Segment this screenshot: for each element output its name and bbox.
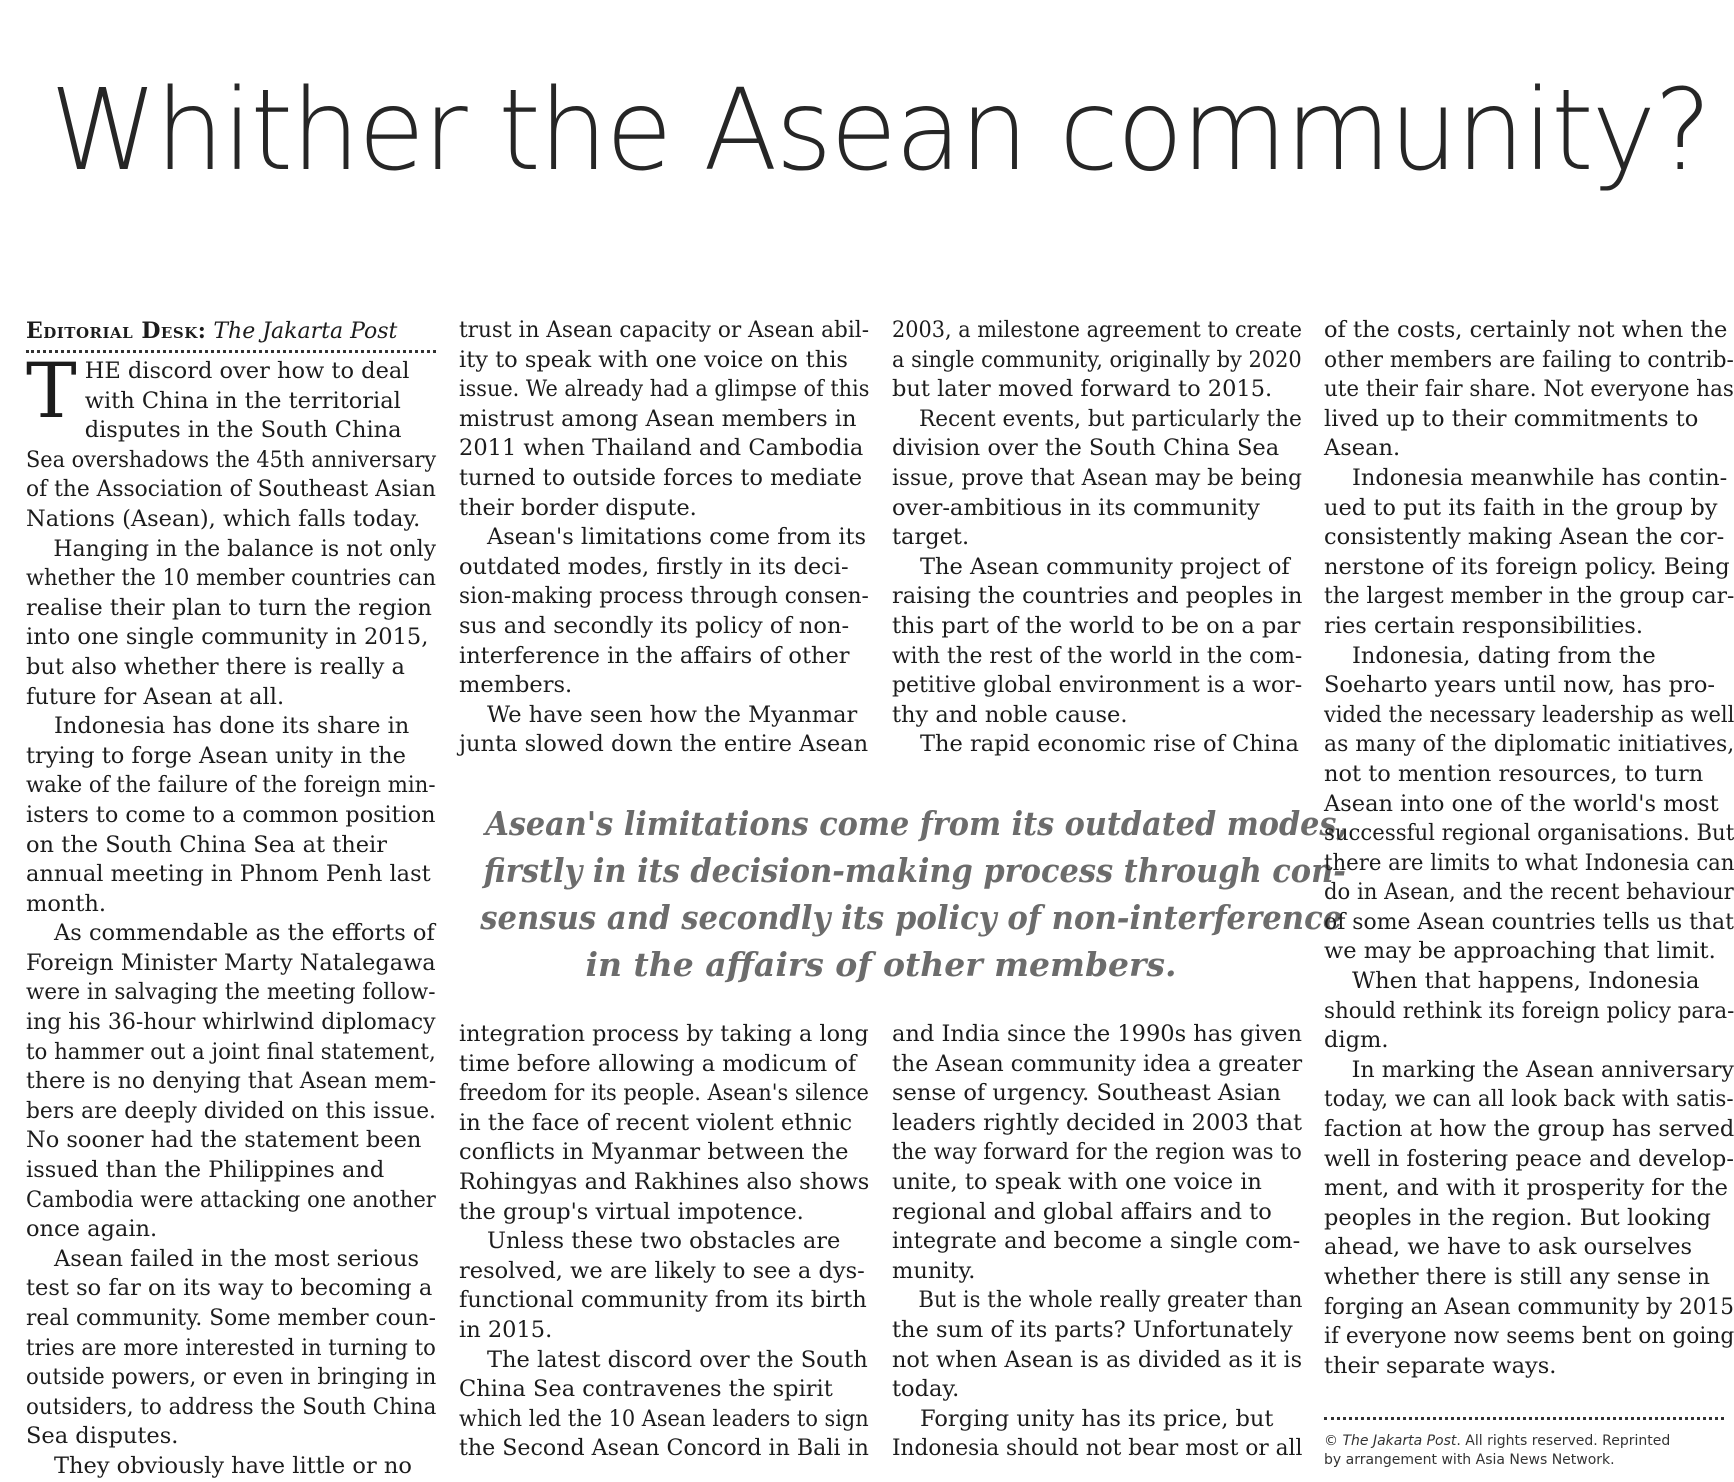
drop-cap: T (26, 346, 77, 435)
copyright-line-1 (1324, 1432, 1734, 1451)
text-line: munity. (892, 1257, 976, 1284)
text-line: ahead, we have to ask ourselves (1324, 1234, 1693, 1261)
text-line: time before allowing a modicum of (459, 1050, 857, 1077)
text-line: The latest discord over the South (487, 1346, 868, 1373)
copyright-publication: The Jakarta Post (1342, 1433, 1457, 1449)
text-line: outsiders, to address the South China (26, 1393, 437, 1420)
text-line: once again. (26, 1216, 158, 1243)
text-line: Rohingyas and Rakhines also shows (459, 1168, 870, 1195)
text-line: do in Asean, and the recent behaviour (1324, 879, 1734, 906)
article-column-2-bottom (459, 1020, 869, 1464)
copyright-rest: . All rights reserved. Reprinted (1456, 1433, 1671, 1449)
text-line: Indonesia meanwhile has contin- (1352, 464, 1728, 491)
text-line: disputes in the South China (84, 417, 402, 444)
pull-quote-line: Asean's limitations come from its outdated modes, (485, 804, 1348, 843)
text-line: isters to come to a common position (26, 801, 436, 828)
text-line: there are limits to what Indonesia can (1324, 849, 1734, 876)
text-line: HE discord over how to deal (84, 358, 410, 384)
text-line: not when Asean is as divided as it is (892, 1346, 1303, 1373)
text-line: real community. Some member coun- (26, 1305, 437, 1331)
text-line: with China in the territorial (84, 387, 401, 414)
text-line: 2003, a milestone agreement to create (892, 317, 1302, 343)
text-line: of some Asean countries tells us that (1324, 908, 1734, 935)
text-line: sion-making process through consen- (459, 583, 869, 610)
copyright-line-2: by arrangement with Asia News Network. (1324, 1452, 1615, 1468)
text-line: of the costs, certainly not when the (1324, 317, 1728, 343)
text-line: successful regional organisations. But (1324, 820, 1734, 847)
text-line: wake of the failure of the foreign min- (26, 772, 436, 799)
text-line: China Sea contravenes the spirit (459, 1376, 833, 1403)
text-line: ment, and with it prosperity for the (1324, 1175, 1728, 1202)
article-column-3-top (892, 316, 1302, 760)
text-line: division over the South China Sea (892, 435, 1280, 462)
text-line: future for Asean at all. (26, 683, 285, 710)
text-line: functional community from its birth (459, 1287, 867, 1314)
text-line: But is the whole really greater than (918, 1287, 1303, 1314)
text-line: bers are deeply divided on this issue. (26, 1097, 436, 1124)
text-line: Forging unity has its price, but (920, 1405, 1274, 1432)
text-line: a single community, originally by 2020 (892, 346, 1302, 373)
text-line: Nations (Asean), which falls today. (26, 505, 421, 532)
headline: Whither the Asean community? (50, 66, 1710, 196)
text-line: conflicts in Myanmar between the (459, 1139, 849, 1166)
text-line: ued to put its faith in the group by (1324, 494, 1718, 521)
text-line: test so far on its way to becoming a (26, 1275, 433, 1302)
text-line: the group's virtual impotence. (459, 1198, 804, 1225)
byline (26, 316, 436, 353)
text-line: which led the 10 Asean leaders to sign (459, 1405, 869, 1432)
text-line: sus and secondly its policy of non- (459, 612, 850, 639)
text-line: today, we can all look back with satis- (1324, 1086, 1734, 1113)
text-line: Asean's limitations come from its (487, 524, 867, 551)
text-line: there is no denying that Asean mem- (26, 1068, 437, 1095)
text-line: Hanging in the balance is not only (53, 535, 437, 562)
text-line: realise their plan to turn the region (26, 594, 432, 621)
text-line: faction at how the group has served (1324, 1116, 1734, 1143)
text-line: to hammer out a joint final statement, (26, 1038, 436, 1065)
text-line: annual meeting in Phnom Penh last (26, 861, 431, 888)
text-line: issue. We already had a glimpse of this (459, 376, 870, 403)
text-line: outdated modes, firstly in its deci- (459, 553, 849, 580)
text-line: if everyone now seems bent on going (1324, 1323, 1734, 1350)
text-line: When that happens, Indonesia (1352, 968, 1700, 995)
text-line: over-ambitious in its community (892, 494, 1260, 521)
text-line: Indonesia, dating from the (1352, 642, 1656, 669)
article-column-4 (1324, 316, 1734, 1381)
text-line: resolved, we are likely to see a dys- (459, 1257, 865, 1284)
pull-quote-line: firstly in its decision-making process through con- (483, 851, 1346, 890)
text-line: No sooner had the statement been (26, 1127, 422, 1154)
text-line: we may be approaching that limit. (1324, 938, 1716, 965)
text-line: As commendable as the efforts of (54, 920, 435, 947)
text-line: the sum of its parts? Unfortunately (892, 1316, 1293, 1343)
copyright-notice (1324, 1432, 1734, 1470)
text-line: trying to forge Asean unity in the (26, 742, 406, 769)
text-line: peoples in the region. But looking (1324, 1204, 1711, 1231)
text-line: ries certain responsibilities. (1324, 612, 1643, 639)
text-line: on the South China Sea at their (26, 831, 387, 858)
end-divider (1324, 1417, 1724, 1420)
text-line: Indonesia has done its share in (54, 713, 410, 740)
text-line: ing his 36-hour whirlwind diplomacy (26, 1009, 436, 1036)
text-line: other members are failing to contrib- (1324, 346, 1734, 373)
text-line: target. (892, 524, 970, 551)
text-line: members. (459, 672, 573, 699)
article-column-2-top (459, 316, 869, 760)
text-line: integration process by taking a long (459, 1021, 869, 1047)
text-line: but later moved forward to 2015. (892, 376, 1273, 403)
text-line: with the rest of the world in the com- (892, 642, 1303, 669)
text-line: regional and global affairs and to (892, 1198, 1272, 1225)
text-line: freedom for its people. Asean's silence (459, 1080, 869, 1107)
text-line: sense of urgency. Southeast Asian (892, 1080, 1281, 1107)
text-line: their border dispute. (459, 494, 697, 521)
text-line: this part of the world to be on a par (892, 612, 1301, 639)
text-line: petitive global environment is a wor- (892, 672, 1303, 699)
text-line: Asean failed in the most serious (54, 1245, 420, 1272)
text-line: Foreign Minister Marty Natalegawa (26, 949, 436, 976)
text-line: in the face of recent violent ethnic (459, 1109, 853, 1136)
byline-publication: The Jakarta Post (213, 319, 398, 344)
pull-quote-line: in the affairs of other members. (585, 945, 1177, 984)
text-line: and India since the 1990s has given (892, 1021, 1302, 1047)
text-line: the largest member in the group car- (1324, 583, 1734, 610)
text-line: lived up to their commitments to (1324, 405, 1699, 432)
text-line: Asean. (1324, 435, 1401, 462)
text-line: unite, to speak with one voice in (892, 1168, 1262, 1195)
text-line: in 2015. (459, 1316, 553, 1343)
copyright-prefix: © (1324, 1433, 1343, 1449)
text-line: well in fostering peace and develop- (1324, 1145, 1734, 1172)
byline-label: Editorial Desk: (26, 318, 207, 344)
text-line: the Asean community idea a greater (892, 1050, 1303, 1077)
text-line: Sea disputes. (26, 1423, 179, 1450)
text-line: month. (26, 890, 107, 917)
text-line: digm. (1324, 1027, 1389, 1054)
text-line: of the Association of Southeast Asian (26, 476, 436, 503)
text-line: leaders rightly decided in 2003 that (892, 1109, 1303, 1136)
text-line: ity to speak with one voice on this (459, 346, 848, 373)
text-line: not to mention resources, to turn (1324, 760, 1704, 787)
text-line: In marking the Asean anniversary (1351, 1056, 1734, 1083)
text-line: vided the necessary leadership as well (1324, 701, 1734, 728)
text-line: today. (892, 1376, 960, 1403)
text-line: interference in the affairs of other (459, 642, 850, 669)
text-line: nerstone of its foreign policy. Being (1324, 553, 1730, 580)
text-line: consistently making Asean the cor- (1324, 524, 1725, 551)
text-line: Sea overshadows the 45th anniversary (26, 446, 437, 473)
text-line: raising the countries and peoples in (892, 583, 1303, 610)
text-line: their separate ways. (1324, 1352, 1557, 1379)
pull-quote-line: sensus and secondly its policy of non-interference (480, 898, 1343, 937)
text-line: into one single community in 2015, (26, 624, 429, 651)
text-line: Recent events, but particularly the (918, 405, 1302, 432)
text-line: mistrust among Asean members in (459, 405, 857, 432)
text-line: issue, prove that Asean may be being (892, 464, 1302, 491)
article-column-1 (26, 316, 436, 1482)
text-line: We have seen how the Myanmar (487, 701, 858, 728)
text-line: junta slowed down the entire Asean (459, 731, 869, 758)
pull-quote (450, 800, 1348, 988)
text-line: issued than the Philippines and (26, 1157, 385, 1184)
text-line: 2011 when Thailand and Cambodia (459, 435, 864, 462)
text-line: Cambodia were attacking one another (26, 1186, 436, 1213)
text-line: the Second Asean Concord in Bali in (459, 1435, 869, 1462)
article-column-3-bottom (892, 1020, 1302, 1464)
text-line: whether the 10 member countries can (26, 565, 436, 592)
text-line: forging an Asean community by 2015 (1324, 1293, 1734, 1320)
text-line: Indonesia should not bear most or all (892, 1435, 1303, 1462)
text-line: The rapid economic rise of China (920, 731, 1299, 758)
text-line: Soeharto years until now, has pro- (1324, 672, 1715, 699)
text-line: outside powers, or even in bringing in (26, 1364, 437, 1391)
text-line: They obviously have little or no (54, 1452, 412, 1479)
text-line: but also whether there is really a (26, 653, 405, 680)
text-line: should rethink its foreign policy para- (1324, 997, 1734, 1024)
text-line: were in salvaging the meeting follow- (26, 979, 436, 1006)
text-line: The Asean community project of (920, 553, 1290, 580)
text-line: turned to outside forces to mediate (459, 464, 863, 491)
text-line: as many of the diplomatic initiatives, (1324, 731, 1734, 758)
text-line: whether there is still any sense in (1324, 1264, 1710, 1290)
text-line: Unless these two obstacles are (487, 1228, 841, 1255)
text-line: thy and noble cause. (892, 701, 1128, 728)
text-line: tries are more interested in turning to (26, 1334, 436, 1361)
text-line: ute their fair share. Not everyone has (1324, 376, 1734, 403)
text-line: Asean into one of the world's most (1324, 790, 1719, 817)
text-line: integrate and become a single com- (892, 1228, 1301, 1255)
text-line: trust in Asean capacity or Asean abil- (459, 317, 870, 343)
text-line: the way forward for the region was to (892, 1139, 1302, 1166)
